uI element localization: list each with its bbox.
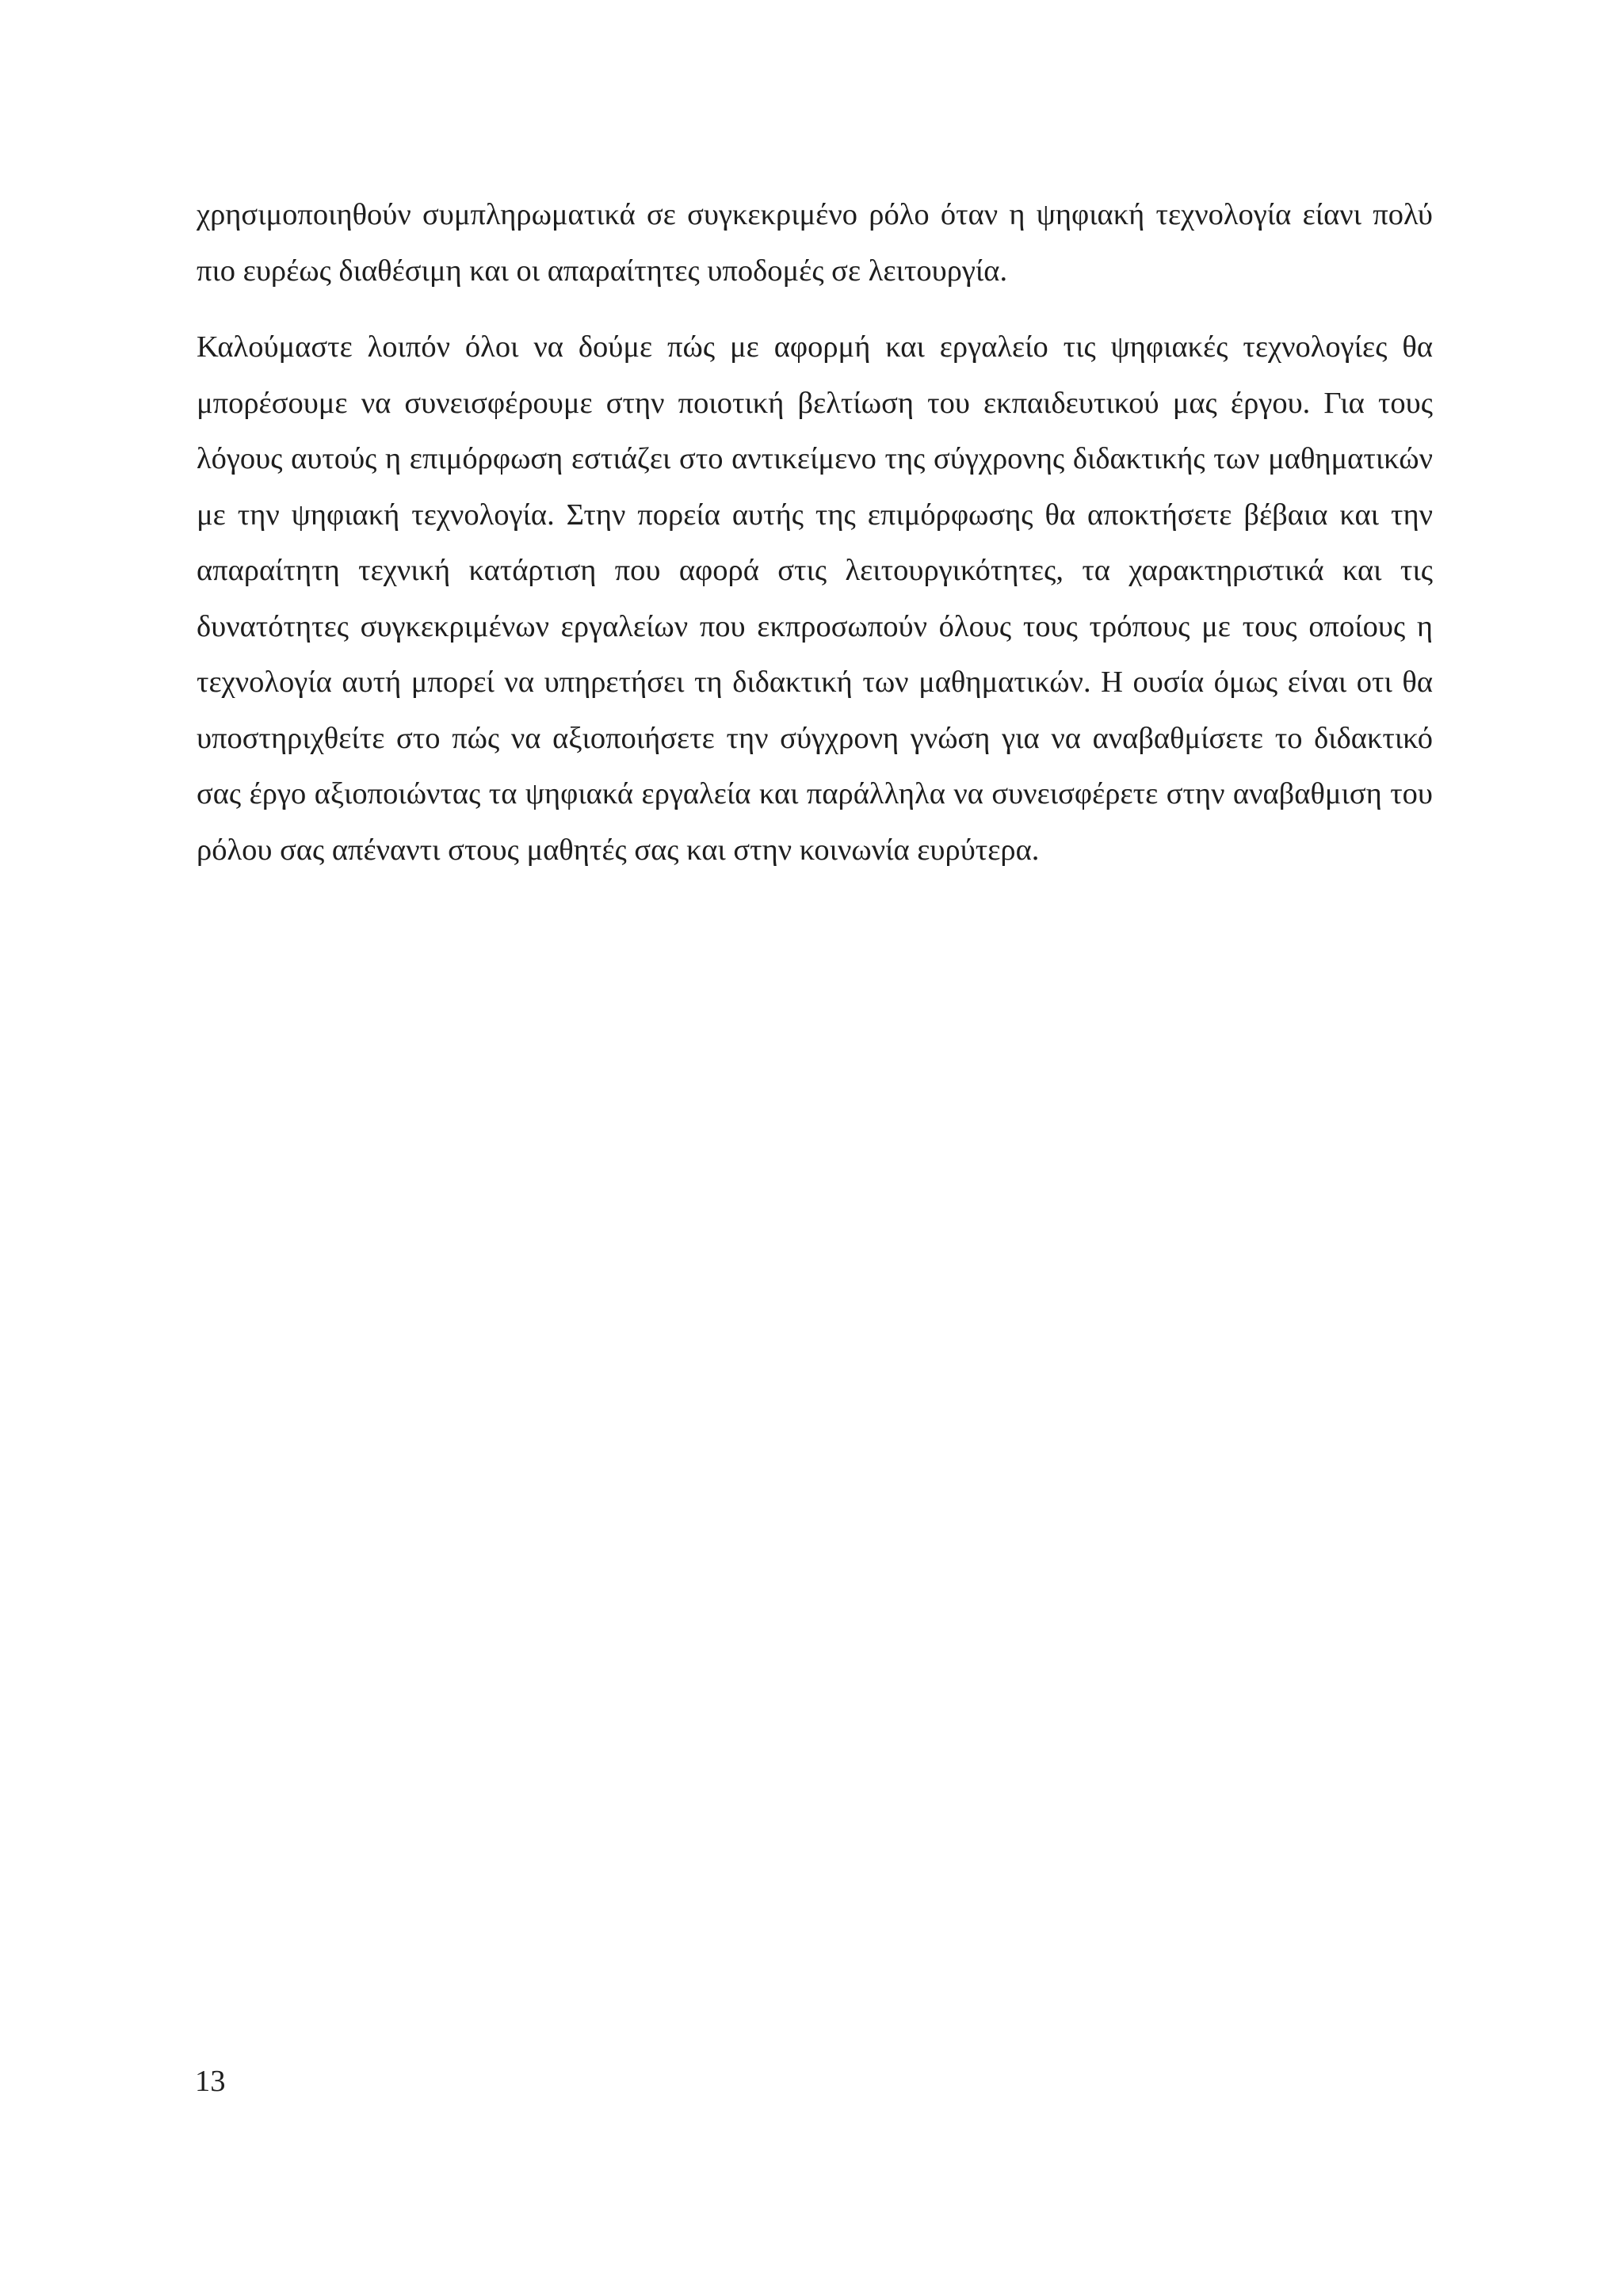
page-number: 13	[195, 2065, 226, 2098]
paragraph-main: Καλούμαστε λοιπόν όλοι να δούμε πώς με αφορμή και εργαλείο τις ψηφιακές τεχνολογίες θα μπορέσουμε να συνεισφέρουμε στην ποιοτική βελτίωση του εκπαιδευτικού μας έργου. Για τους λόγους αυτούς η επιμόρφωση εστιάζει στο αντικείμενο της σύγχρονης διδακτικής των μαθηματικών με την ψηφιακή τεχνολογία. Στην πορεία αυτής της επιμόρφωσης θα αποκτήσετε βέβαια και την απαραίτητη τεχνική κατάρτιση που αφορά στις λειτουργικότητες, τα χαρακτηριστικά και τις δυνατότητες συγκεκριμένων εργαλείων που εκπροσωπούν όλους τους τρόπους με τους οποίους η τεχνολογία αυτή μπορεί να υπηρετήσει τη διδακτική των μαθηματικών. Η ουσία όμως είναι οτι θα υποστηριχθείτε στο πώς να αξιοποιήσετε την σύγχρονη γνώση για να αναβαθμίσετε το διδακτικό σας έργο αξιοποιώντας τα ψηφιακά εργαλεία και παράλληλα να συνεισφέρετε στην αναβαθμιση του ρόλου σας απέναντι στους μαθητές σας και στην κοινωνία ευρύτερα.	[197, 330, 1433, 867]
body-text	[197, 187, 1433, 878]
paragraph-continuation: χρησιμοποιηθούν συμπληρωματικά σε συγκεκριμένο ρόλο όταν η ψηφιακή τεχνολογία είανι πολύ πιο ευρέως διαθέσιμη και οι απαραίτητες υποδομές σε λειτουργία.	[197, 198, 1433, 288]
